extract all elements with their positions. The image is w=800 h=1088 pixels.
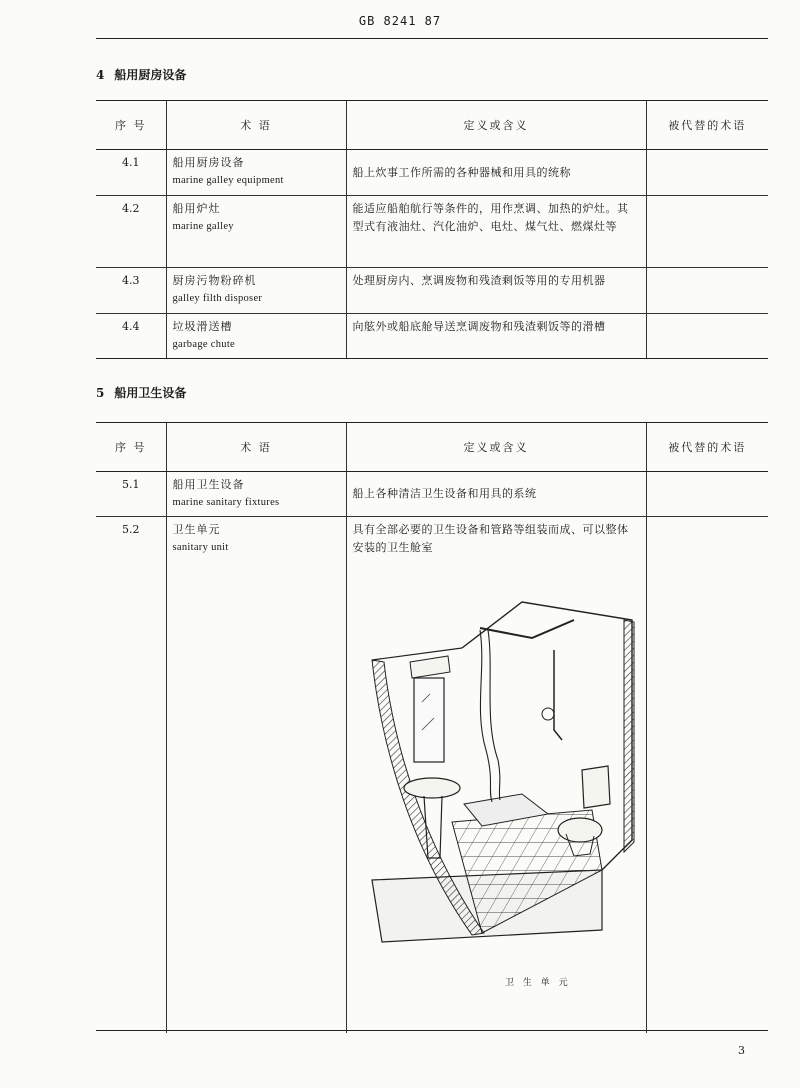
section-5-heading [96, 384, 186, 401]
term-chinese: 船用厨房设备 [172, 156, 245, 169]
term-english: sanitary unit [172, 542, 229, 553]
table-row [96, 314, 768, 359]
replaced-term-cell [646, 517, 768, 1033]
term-cell [166, 150, 346, 196]
row-number: 5.2 [122, 523, 140, 536]
section-5-number: 5 [96, 386, 105, 400]
term-cell [166, 268, 346, 314]
term-english: galley filth disposer [172, 293, 263, 304]
term-cell [166, 517, 346, 1033]
table-row [96, 150, 768, 196]
bottom-rule [96, 1030, 768, 1031]
definition-cell: 船上炊事工作所需的各种器械和用具的统称 [346, 150, 646, 196]
header-rule [96, 38, 768, 39]
definition-cell: 具有全部必要的卫生设备和管路等组装而成、可以整体安装的卫生舱室 [346, 517, 646, 1033]
col-header-definition: 定义或含义 [346, 101, 646, 150]
row-number: 4.2 [96, 196, 166, 268]
shower-head-icon [542, 708, 554, 720]
replaced-term-cell [646, 150, 768, 196]
definition-cell: 船上各种清洁卫生设备和用具的系统 [346, 472, 646, 517]
row-number: 4.1 [96, 150, 166, 196]
definition-cell: 处理厨房内、烹调废物和残渣剩饭等用的专用机器 [346, 268, 646, 314]
term-cell [166, 314, 346, 359]
standard-code-header: GB 8241 87 [358, 14, 442, 28]
col-header-term: 术 语 [166, 423, 346, 472]
page-number: 3 [738, 1044, 745, 1057]
term-chinese: 垃圾滑送槽 [172, 320, 233, 333]
galley-equipment-table [96, 100, 768, 359]
term-chinese: 船用卫生设备 [172, 478, 245, 491]
section-4-title: 船用厨房设备 [114, 68, 187, 82]
term-english: marine galley [172, 221, 234, 232]
table-row [96, 196, 768, 268]
washbasin-icon [404, 778, 460, 798]
replaced-term-cell [646, 196, 768, 268]
definition-cell: 向舷外或船底舱导送烹调废物和残渣剩饭等的滑槽 [346, 314, 646, 359]
table-row [96, 268, 768, 314]
table-row [96, 472, 768, 517]
table-header-row [96, 101, 768, 150]
row-number: 5.1 [96, 472, 166, 517]
toilet-icon [558, 818, 602, 842]
row-number: 4.4 [96, 314, 166, 359]
shower-pipe [554, 650, 562, 740]
replaced-term-cell [646, 314, 768, 359]
term-english: marine galley equipment [172, 175, 284, 186]
table-header-row [96, 423, 768, 472]
col-header-definition: 定义或含义 [346, 423, 646, 472]
term-chinese: 厨房污物粉碎机 [172, 274, 257, 287]
col-header-number: 序 号 [96, 423, 166, 472]
section-5-title: 船用卫生设备 [114, 386, 187, 400]
right-wall-edge [624, 620, 634, 852]
col-header-replaced: 被代替的术语 [646, 423, 768, 472]
col-header-number: 序 号 [96, 101, 166, 150]
definition-cell: 能适应船舶航行等条件的，用作烹调、加热的炉灶。其型式有液油灶、汽化油炉、电灶、煤气灶、燃煤灶等 [346, 196, 646, 268]
term-english: marine sanitary fixtures [172, 497, 280, 508]
cabinet-top [410, 656, 450, 678]
replaced-term-cell [646, 472, 768, 517]
section-4-number: 4 [96, 68, 105, 82]
col-header-replaced: 被代替的术语 [646, 101, 768, 150]
term-english: garbage chute [172, 339, 235, 350]
term-chinese: 卫生单元 [172, 523, 221, 536]
sanitary-unit-illustration [352, 590, 642, 962]
mirror [414, 678, 444, 762]
toilet-tank [582, 766, 610, 808]
term-chinese: 船用炉灶 [172, 202, 221, 215]
replaced-term-cell [646, 268, 768, 314]
term-cell [166, 196, 346, 268]
row-number: 4.3 [96, 268, 166, 314]
figure-caption: 卫 生 单 元 [505, 978, 571, 988]
section-4-heading [96, 66, 186, 83]
term-cell [166, 472, 346, 517]
col-header-term: 术 语 [166, 101, 346, 150]
shower-curtain [480, 630, 500, 802]
